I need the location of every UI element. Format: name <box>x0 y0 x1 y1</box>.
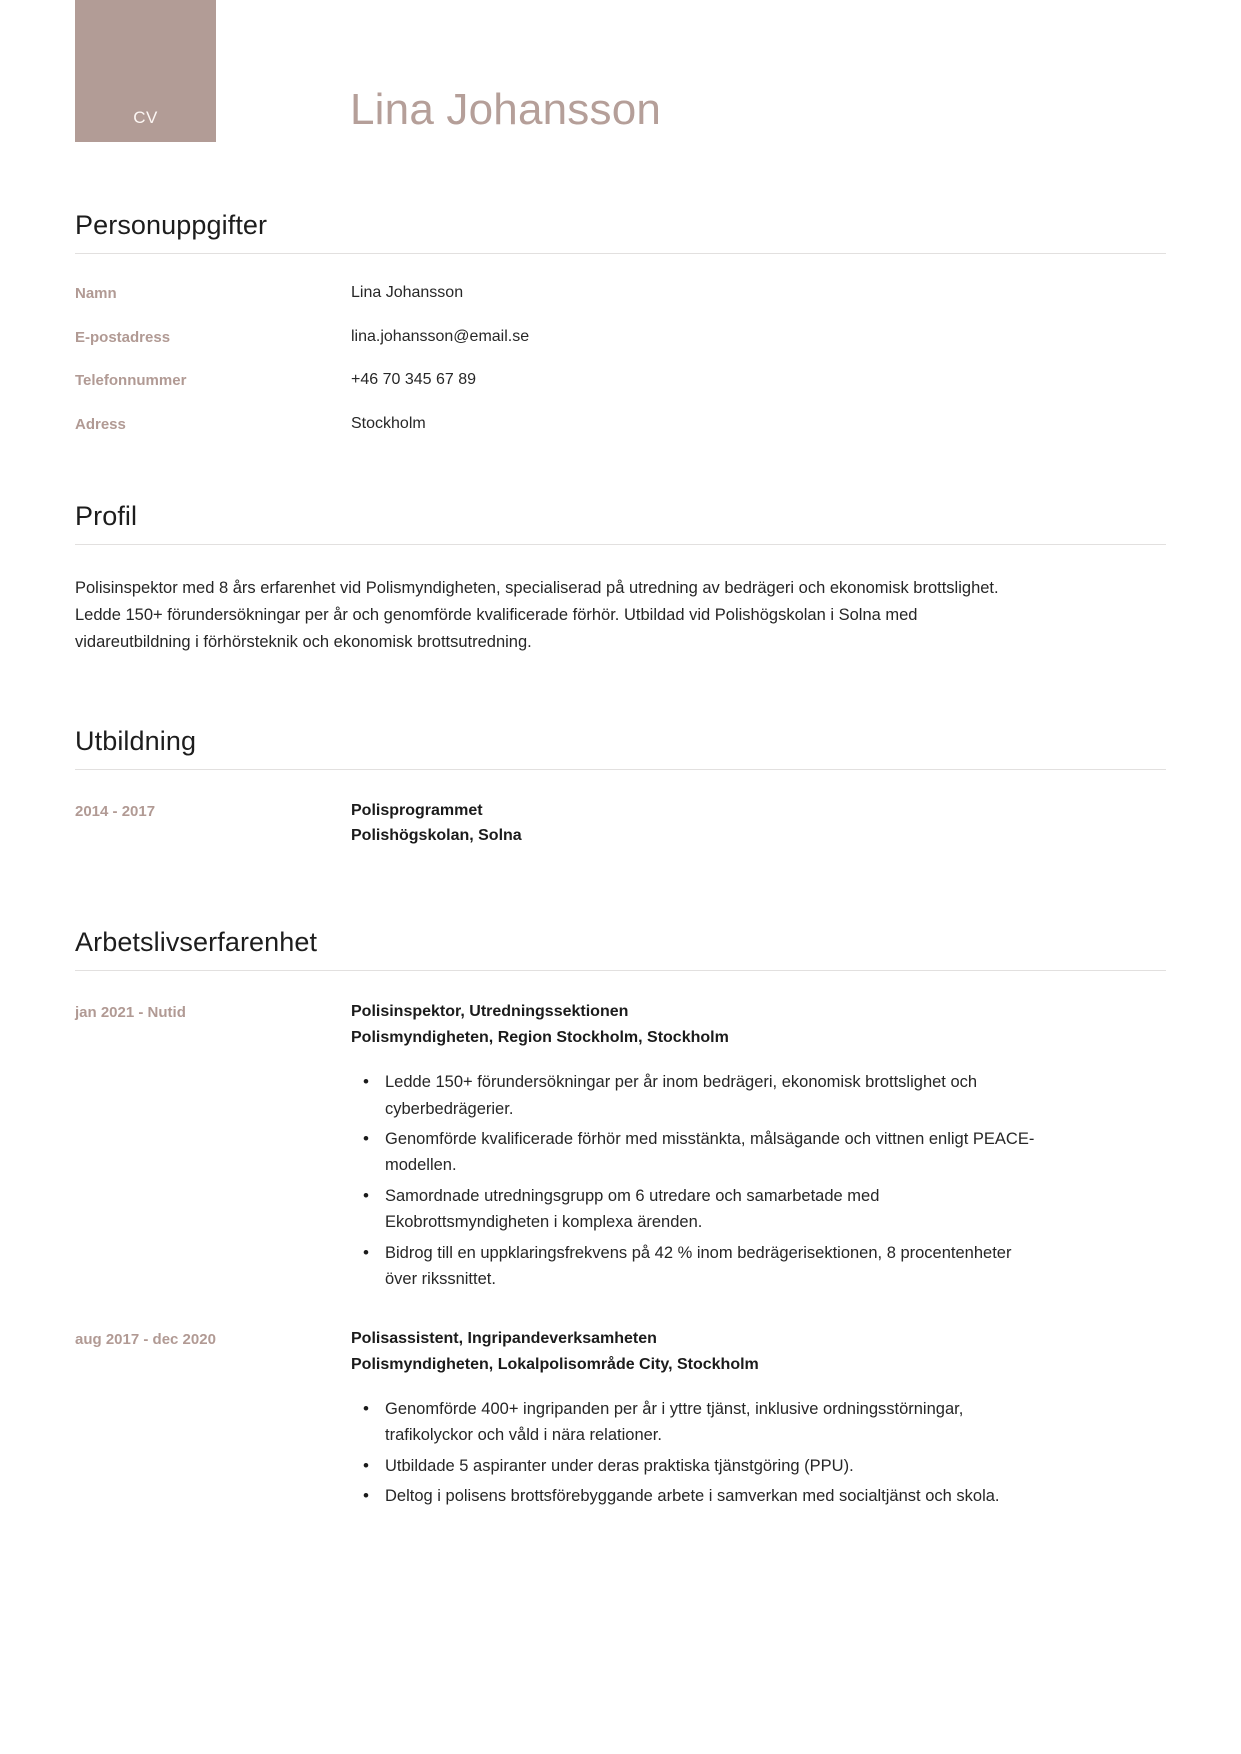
section-personal-details <box>0 210 1241 434</box>
work-responsibilities <box>351 1396 1037 1510</box>
responsibility-item: • Samordnade utredningsgrupp om 6 utredare och samarbetade med Ekobrottsmyndigheten i komplexa ärenden. <box>385 1183 1037 1236</box>
responsibility-item: • Deltog i polisens brottsförebyggande arbete i samverkan med socialtjänst och skola. <box>385 1483 1037 1509</box>
detail-value: Lina Johansson <box>351 284 464 301</box>
detail-label: Adress <box>75 415 126 433</box>
detail-label: Telefonnummer <box>75 372 187 390</box>
section-divider <box>75 253 1166 254</box>
responsibility-item: • Genomförde kvalificerade förhör med misstänkta, målsägande och vittnen enligt PEACE-modellen. <box>385 1126 1037 1179</box>
work-entries <box>75 999 1166 1509</box>
section-title-work-experience: Arbetslivserfarenhet <box>75 927 318 958</box>
education-entries <box>75 798 1166 850</box>
education-institution: Polishögskolan, Solna <box>351 827 522 845</box>
cv-badge-label: CV <box>133 108 158 127</box>
education-entry-body <box>351 798 1037 850</box>
work-entry-date: jan 2021 - Nutid <box>75 1004 186 1022</box>
education-entry-date: 2014 - 2017 <box>75 802 156 820</box>
detail-label: E-postadress <box>75 328 171 346</box>
detail-row <box>75 282 1166 304</box>
responsibility-item: • Ledde 150+ förundersökningar per år inom bedrägeri, ekonomisk brottslighet och cyberbedrägerier. <box>385 1069 1037 1122</box>
section-profile <box>0 501 1241 655</box>
education-entry <box>75 798 1166 850</box>
detail-row <box>75 413 1166 435</box>
section-title-education: Utbildning <box>75 725 197 756</box>
section-divider <box>75 544 1166 545</box>
responsibility-item: • Genomförde 400+ ingripanden per år i yttre tjänst, inklusive ordningsstörningar, trafikolyckor och våld i nära relationer. <box>385 1396 1037 1449</box>
education-degree: Polisprogrammet <box>351 801 483 819</box>
candidate-name: Lina Johansson <box>350 85 662 134</box>
detail-value: lina.johansson@email.se <box>351 327 530 345</box>
work-job-title: Polisinspektor, Utredningssektionen <box>351 1003 629 1021</box>
section-work-experience <box>0 927 1241 1509</box>
cv-badge <box>75 0 216 142</box>
work-employer: Polismyndigheten, Lokalpolisområde City, Stockholm <box>351 1356 759 1374</box>
responsibility-item: • Bidrog till en uppklaringsfrekvens på 42 % inom bedrägerisektionen, 8 procentenheter över rikssnittet. <box>385 1240 1037 1293</box>
section-divider <box>75 970 1166 971</box>
detail-row <box>75 369 1166 391</box>
section-education <box>0 726 1241 850</box>
section-divider <box>75 769 1166 770</box>
profile-paragraph: Polisinspektor med 8 års erfarenhet vid Polismyndigheten, specialiserad på utredning av bedrägeri och ekonomisk brottslighet. Ledde 150+ förundersökningar per år och genomförde kvalificerade förhör. Utbildad vid Polishögskolan i Solna med vidareutbildning i förhörsteknik och ekonomisk brottsutredning. <box>75 579 999 651</box>
personal-details-rows <box>75 282 1166 434</box>
section-title-personal-details: Personuppgifter <box>75 210 268 240</box>
work-entry <box>75 999 1166 1292</box>
responsibility-item: • Utbildade 5 aspiranter under deras praktiska tjänstgöring (PPU). <box>385 1453 1037 1479</box>
work-entry-body <box>351 1326 1037 1509</box>
detail-row <box>75 326 1166 348</box>
work-entry-date: aug 2017 - dec 2020 <box>75 1331 216 1349</box>
work-responsibilities <box>351 1069 1037 1292</box>
work-employer: Polismyndigheten, Region Stockholm, Stockholm <box>351 1029 729 1047</box>
document-header <box>0 0 1241 196</box>
detail-value: +46 70 345 67 89 <box>351 371 477 389</box>
work-job-title: Polisassistent, Ingripandeverksamheten <box>351 1330 657 1348</box>
detail-label: Namn <box>75 285 117 302</box>
work-entry-body <box>351 999 1037 1292</box>
work-entry <box>75 1326 1166 1509</box>
detail-value: Stockholm <box>351 414 426 432</box>
section-title-profile: Profil <box>75 501 138 532</box>
